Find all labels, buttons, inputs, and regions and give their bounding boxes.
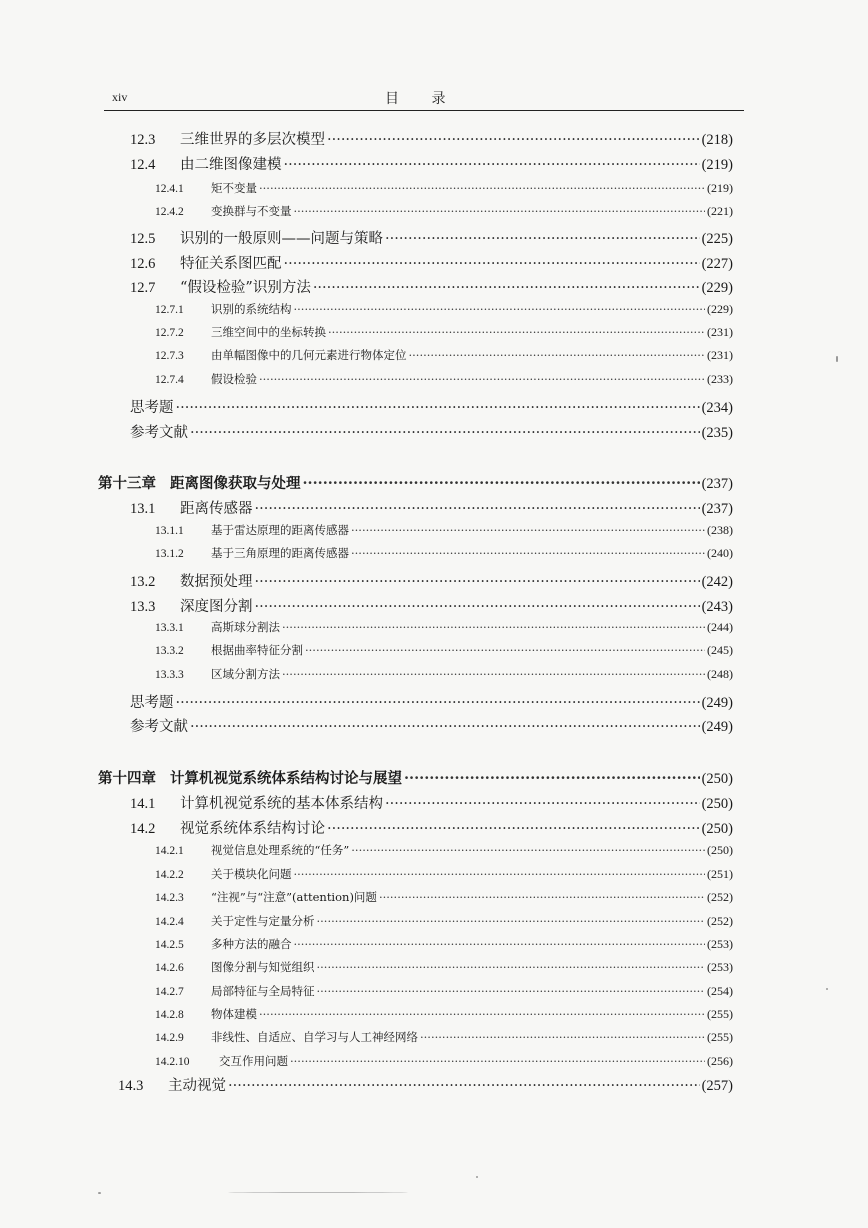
dot-leader	[255, 599, 700, 615]
entry-number: 14.3	[118, 1078, 144, 1094]
toc-subsection-entry	[155, 913, 733, 929]
entry-page-number: (253)	[707, 937, 733, 951]
entry-number: 14.2.3	[155, 892, 184, 904]
entry-page-number: (252)	[707, 890, 733, 904]
entry-number: 14.1	[130, 796, 156, 812]
dot-leader	[282, 620, 705, 634]
entry-number: 14.2	[130, 821, 156, 837]
toc-section-entry	[130, 227, 733, 248]
entry-page-number: (218)	[701, 132, 733, 148]
entry-title: 区域分割方法	[211, 667, 280, 681]
entry-number: 12.5	[130, 231, 156, 247]
toc-subsection-entry	[155, 866, 733, 882]
entry-number: 13.3.2	[155, 645, 184, 657]
entry-title: 思考题	[130, 695, 174, 711]
toc-subsection-entry	[155, 983, 733, 999]
dot-leader	[409, 348, 706, 362]
entry-number: 12.3	[130, 132, 156, 148]
entry-page-number: (249)	[701, 719, 733, 735]
toc-subsection-entry	[155, 180, 733, 196]
entry-title: 视觉信息处理系统的“任务”	[211, 843, 350, 857]
toc-section-entry	[130, 570, 733, 591]
dot-leader	[190, 719, 700, 735]
toc-subsection-entry	[155, 301, 733, 317]
dot-leader	[284, 157, 700, 173]
toc-section-entry	[130, 497, 733, 518]
entry-page-number: (219)	[707, 181, 733, 195]
toc-subsection-entry	[155, 1006, 733, 1022]
toc-section-entry	[130, 396, 733, 417]
dot-leader	[255, 574, 700, 590]
entry-title: 识别的一般原则——问题与策略	[180, 231, 383, 247]
entry-title: 视觉系统体系结构讨论	[180, 821, 325, 837]
toc-subsection-entry	[155, 619, 733, 635]
entry-title: 矩不变量	[211, 181, 257, 195]
dot-leader	[259, 372, 705, 386]
toc-subsection-entry	[155, 545, 733, 561]
entry-title: 图像分割与知觉组织	[211, 960, 315, 974]
dot-leader	[294, 867, 706, 881]
entry-number: 14.2.10	[155, 1056, 190, 1068]
toc-section-entry	[130, 252, 733, 273]
entry-page-number: (245)	[707, 643, 733, 657]
entry-title: 由单幅图像中的几何元素进行物体定位	[211, 348, 407, 362]
dot-leader	[404, 770, 700, 787]
entry-page-number: (237)	[701, 476, 733, 492]
entry-title: 多种方法的融合	[211, 937, 292, 951]
entry-number: 13.3.3	[155, 669, 184, 681]
toc-subsection-entry	[155, 1053, 733, 1069]
entry-page-number: (244)	[707, 620, 733, 634]
toc-subsection-entry	[155, 666, 733, 682]
entry-page-number: (255)	[707, 1007, 733, 1021]
entry-title: 根据曲率特征分割	[211, 643, 303, 657]
entry-title: 参考文献	[130, 425, 188, 441]
entry-page-number: (243)	[701, 599, 733, 615]
dot-leader	[305, 643, 705, 657]
entry-page-number: (227)	[701, 256, 733, 272]
dot-leader	[379, 890, 705, 904]
dot-leader	[351, 843, 705, 857]
entry-page-number: (237)	[701, 501, 733, 517]
entry-title: 基于三角原理的距离传感器	[211, 546, 349, 560]
entry-title: 距离传感器	[180, 501, 253, 517]
toc-subsection-entry	[155, 522, 733, 538]
toc-section-entry	[130, 153, 733, 174]
entry-title: 交互作用问题	[219, 1054, 288, 1068]
entry-page-number: (225)	[701, 231, 733, 247]
entry-page-number: (255)	[707, 1030, 733, 1044]
entry-title: 主动视觉	[168, 1078, 226, 1094]
entry-number: 14.2.8	[155, 1009, 184, 1021]
entry-number: 12.7	[130, 280, 156, 296]
dot-leader	[290, 1054, 705, 1068]
entry-page-number: (251)	[707, 867, 733, 881]
scan-speck	[476, 1176, 478, 1178]
entry-title: 高斯球分割法	[211, 620, 280, 634]
toc-section-entry	[130, 421, 733, 442]
dot-leader	[351, 523, 705, 537]
entry-number: 12.7.1	[155, 304, 184, 316]
entry-page-number: (248)	[707, 667, 733, 681]
dot-leader	[228, 1078, 700, 1094]
entry-page-number: (240)	[707, 546, 733, 560]
entry-title: 假设检验	[211, 372, 257, 386]
scan-speck	[228, 1192, 408, 1193]
dot-leader	[282, 667, 705, 681]
entry-number: 第十四章	[98, 770, 156, 787]
dot-leader	[420, 1030, 705, 1044]
entry-title: 变换群与不变量	[211, 204, 292, 218]
entry-page-number: (250)	[701, 771, 733, 787]
toc-subsection-entry	[155, 1029, 733, 1045]
entry-page-number: (235)	[701, 425, 733, 441]
entry-title: 物体建模	[211, 1007, 257, 1021]
dot-leader	[351, 546, 705, 560]
toc-subsection-entry	[155, 936, 733, 952]
entry-page-number: (221)	[707, 204, 733, 218]
entry-number: 12.7.3	[155, 350, 184, 362]
dot-leader	[327, 132, 700, 148]
entry-page-number: (231)	[707, 325, 733, 339]
entry-number: 13.1.2	[155, 548, 184, 560]
dot-leader	[385, 796, 700, 812]
toc-subsection-entry	[155, 347, 733, 363]
entry-title: 思考题	[130, 400, 174, 416]
entry-number: 13.1	[130, 501, 156, 517]
entry-page-number: (249)	[701, 695, 733, 711]
entry-title: 计算机视觉系统的基本体系结构	[180, 796, 383, 812]
toc-subsection-entry	[155, 324, 733, 340]
dot-leader	[328, 325, 705, 339]
entry-number: 14.2.7	[155, 986, 184, 998]
toc-subsection-entry	[155, 371, 733, 387]
dot-leader	[294, 937, 706, 951]
entry-title: 识别的系统结构	[211, 302, 292, 316]
entry-page-number: (234)	[701, 400, 733, 416]
entry-number: 第十三章	[98, 475, 156, 492]
entry-number: 13.1.1	[155, 525, 184, 537]
entry-title: 基于雷达原理的距离传感器	[211, 523, 349, 537]
entry-title: 深度图分割	[180, 599, 253, 615]
entry-page-number: (253)	[707, 960, 733, 974]
dot-leader	[259, 1007, 705, 1021]
entry-title: 关于定性与定量分析	[211, 914, 315, 928]
toc-section-entry	[130, 128, 733, 149]
entry-title: 计算机视觉系统体系结构讨论与展望	[170, 770, 402, 787]
entry-title: “假设检验”识别方法	[180, 280, 311, 296]
entry-title: 参考文献	[130, 719, 188, 735]
entry-page-number: (250)	[707, 843, 733, 857]
entry-page-number: (257)	[701, 1078, 733, 1094]
entry-number: 12.4.1	[155, 183, 184, 195]
toc-subsection-entry	[155, 889, 733, 905]
entry-page-number: (254)	[707, 984, 733, 998]
dot-leader	[294, 204, 706, 218]
toc-section-entry	[130, 715, 733, 736]
entry-number: 14.2.9	[155, 1032, 184, 1044]
entry-title: 关于模块化问题	[211, 867, 292, 881]
entry-page-number: (252)	[707, 914, 733, 928]
entry-page-number: (231)	[707, 348, 733, 362]
dot-leader	[317, 984, 706, 998]
entry-title: 由二维图像建模	[180, 157, 282, 173]
entry-page-number: (238)	[707, 523, 733, 537]
dot-leader	[259, 181, 705, 195]
entry-page-number: (250)	[701, 821, 733, 837]
dot-leader	[317, 960, 706, 974]
dot-leader	[327, 821, 700, 837]
scan-speck	[98, 1192, 101, 1194]
entry-title: 三维世界的多层次模型	[180, 132, 325, 148]
dot-leader	[176, 400, 700, 416]
dot-leader	[294, 302, 706, 316]
entry-page-number: (250)	[701, 796, 733, 812]
toc-subsection-entry	[155, 842, 733, 858]
entry-page-number: (219)	[701, 157, 733, 173]
toc-section-entry	[130, 792, 733, 813]
entry-number: 13.3.1	[155, 622, 184, 634]
entry-title: 局部特征与全局特征	[211, 984, 315, 998]
dot-leader	[317, 914, 706, 928]
entry-number: 12.6	[130, 256, 156, 272]
entry-number: 14.2.4	[155, 916, 184, 928]
entry-number: 14.2.6	[155, 962, 184, 974]
entry-number: 12.4	[130, 157, 156, 173]
running-page-number: xiv	[112, 90, 128, 104]
dot-leader	[190, 425, 700, 441]
toc-subsection-entry	[155, 959, 733, 975]
toc-subsection-entry	[155, 203, 733, 219]
entry-title: 数据预处理	[180, 574, 253, 590]
entry-title: “注视”与“注意”(attention)问题	[211, 890, 377, 904]
toc-section-entry	[130, 817, 733, 838]
entry-number: 13.3	[130, 599, 156, 615]
entry-title: 距离图像获取与处理	[170, 475, 301, 492]
toc-chapter-entry	[98, 472, 733, 493]
entry-number: 14.2.1	[155, 845, 184, 857]
toc-section-entry	[130, 691, 733, 712]
dot-leader	[385, 231, 700, 247]
dot-leader	[255, 501, 700, 517]
dot-leader	[176, 695, 700, 711]
toc-chapter-entry	[98, 767, 733, 788]
entry-page-number: (229)	[707, 302, 733, 316]
entry-page-number: (242)	[701, 574, 733, 590]
toc-section-entry	[130, 276, 733, 297]
entry-number: 14.2.5	[155, 939, 184, 951]
entry-page-number: (256)	[707, 1054, 733, 1068]
toc-section-entry	[130, 595, 733, 616]
dot-leader	[303, 475, 700, 492]
entry-number: 13.2	[130, 574, 156, 590]
scan-speck	[826, 988, 828, 990]
running-header-title: 目 录	[385, 91, 460, 107]
entry-page-number: (229)	[701, 280, 733, 296]
entry-title: 特征关系图匹配	[180, 256, 282, 272]
entry-title: 三维空间中的坐标转换	[211, 325, 326, 339]
dot-leader	[284, 256, 700, 272]
scan-speck	[836, 356, 838, 362]
entry-title: 非线性、自适应、自学习与人工神经网络	[211, 1030, 418, 1044]
entry-number: 12.7.2	[155, 327, 184, 339]
entry-number: 12.4.2	[155, 206, 184, 218]
dot-leader	[313, 280, 700, 296]
entry-number: 14.2.2	[155, 869, 184, 881]
toc-subsection-entry	[155, 642, 733, 658]
header-rule	[104, 110, 744, 111]
toc-section-entry	[118, 1074, 733, 1095]
entry-page-number: (233)	[707, 372, 733, 386]
entry-number: 12.7.4	[155, 374, 184, 386]
